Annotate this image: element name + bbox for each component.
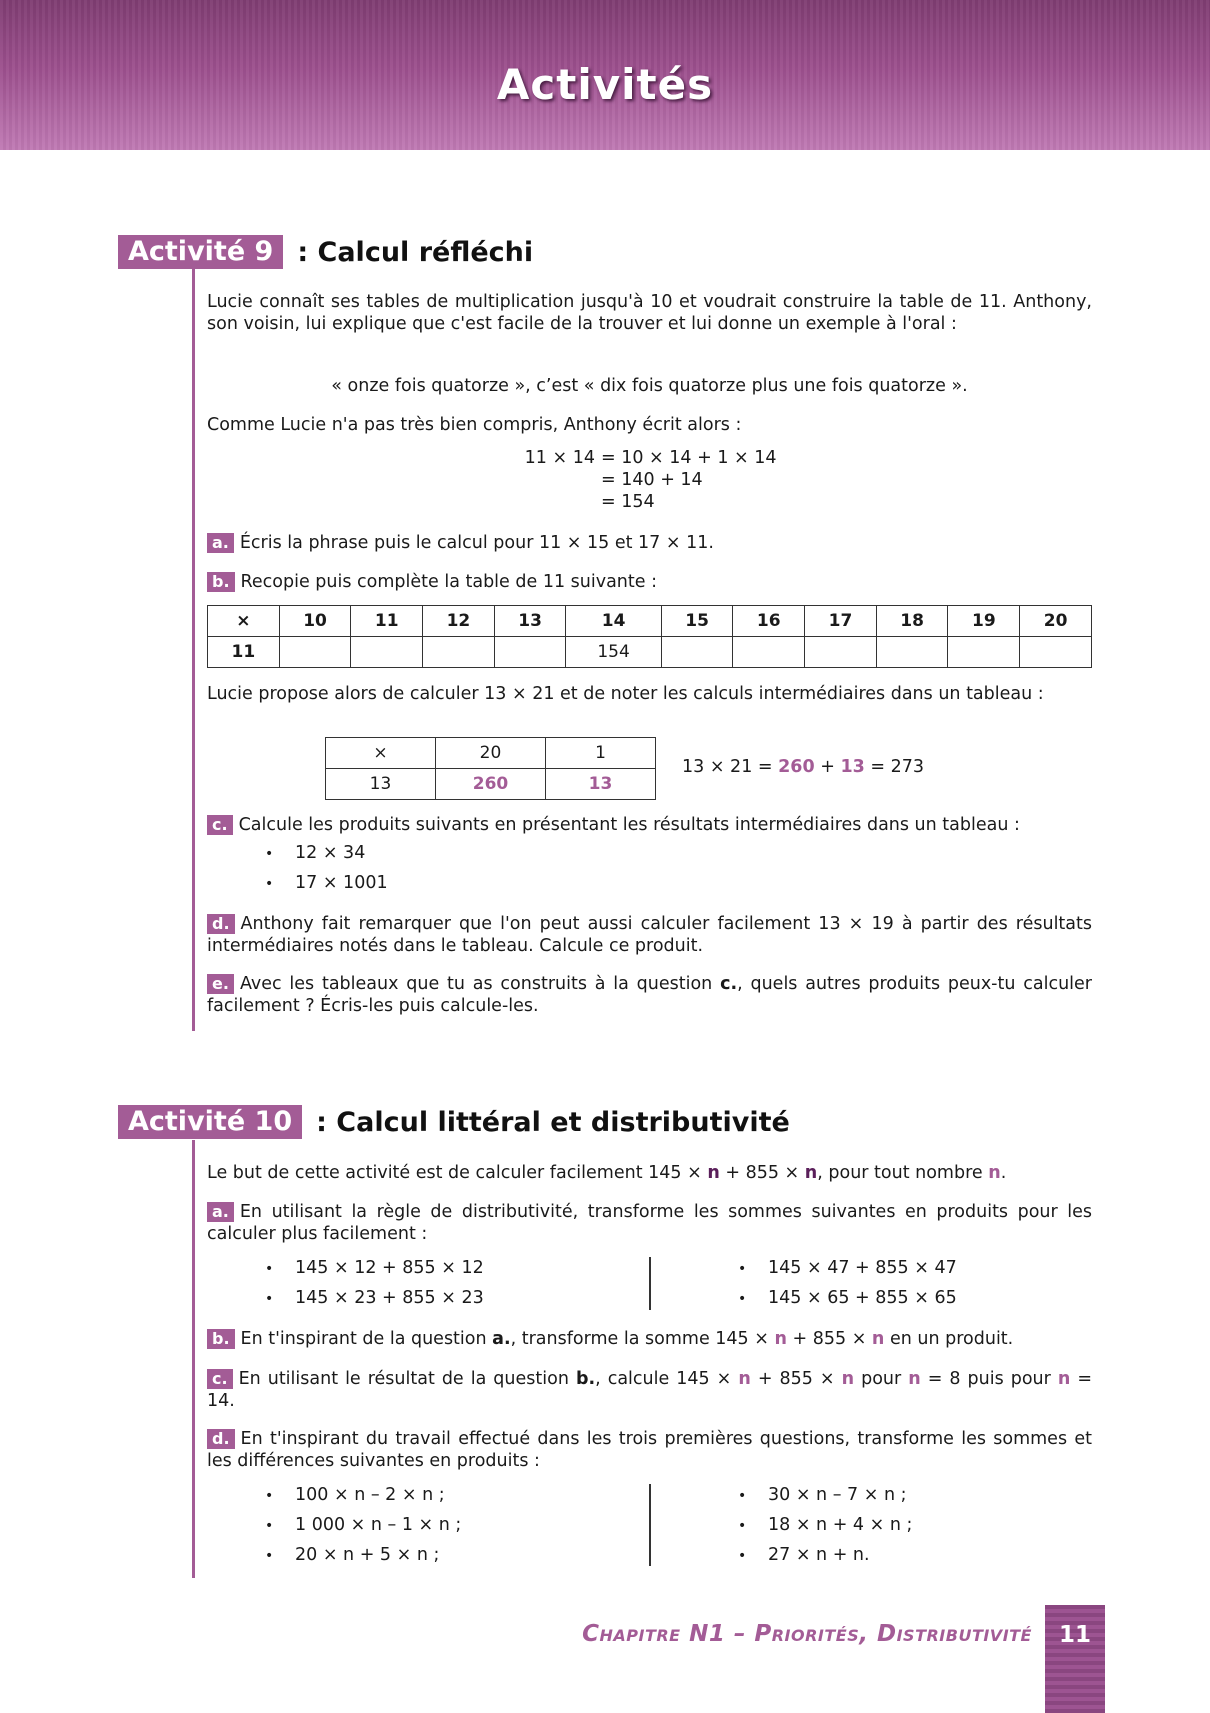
intro-text: . — [1000, 1163, 1007, 1183]
activity-10-question-c — [207, 1368, 1092, 1412]
table-header-row — [208, 606, 1092, 637]
list-item: • 1 000 × n – 1 × n ; — [265, 1511, 461, 1541]
table-cell — [876, 637, 948, 668]
activity-9-intro: Lucie connaît ses tables de multiplication jusqu'à 10 et voudrait construire la table de 11. Anthony, son voisin, lui explique que c'est facile de la trouver et lui donne un exemple à l'oral : — [207, 292, 1092, 334]
question-d-text: Anthony fait remarquer que l'on peut aussi calculer facilement 13 × 19 à partir des résultats intermédiaires notés dans le tableau. Calcule ce produit. — [207, 914, 1092, 956]
list-item: • 145 × 65 + 855 × 65 — [738, 1284, 957, 1314]
question-c-ref: b. — [575, 1369, 596, 1389]
table-cell: 20 — [1020, 606, 1092, 637]
activity-9-question-b — [207, 571, 1092, 593]
table-cell — [351, 637, 423, 668]
list-item: • 145 × 23 + 855 × 23 — [265, 1284, 484, 1314]
question-b-ref: a. — [492, 1329, 511, 1349]
list-item: • 12 × 34 — [265, 839, 388, 869]
question-d-right-list — [738, 1481, 912, 1571]
question-c-text: En utilisant le résultat de la question — [238, 1369, 576, 1389]
question-a-right-list — [738, 1254, 957, 1314]
variable-n: n — [804, 1163, 818, 1183]
question-a-text: Écris la phrase puis le calcul pour 11 × 15 et 17 × 11. — [239, 533, 714, 553]
question-c-text: Calcule les produits suivants en présentant les résultats intermédiaires dans un tableau : — [238, 815, 1020, 835]
question-c-text: , calcule 145 × — [595, 1369, 739, 1389]
table-cell: × — [208, 606, 280, 637]
question-a-label: a. — [207, 1202, 234, 1222]
question-b-text: en un produit. — [884, 1329, 1014, 1349]
activity-10-question-a — [207, 1201, 1092, 1245]
table-cell: 12 — [423, 606, 495, 637]
table-cell: 260 — [436, 769, 546, 800]
activity-9-question-d — [207, 913, 1092, 957]
question-e-ref: c. — [720, 974, 738, 994]
equation-line-1: = 10 × 14 + 1 × 14 — [601, 448, 777, 468]
table-cell — [494, 637, 566, 668]
list-item: • 20 × n + 5 × n ; — [265, 1541, 461, 1571]
activity-9-title: : Calcul réfléchi — [297, 236, 534, 268]
question-c-text: + 855 × — [750, 1369, 842, 1389]
equation-line-3: = 154 — [601, 492, 655, 512]
question-b-text: , transforme la somme 145 × — [510, 1329, 775, 1349]
table-row — [208, 637, 1092, 668]
question-b-text: + 855 × — [786, 1329, 872, 1349]
table-row — [326, 769, 656, 800]
question-d-label: d. — [207, 1429, 235, 1449]
table-header-row — [326, 738, 656, 769]
intro-text: , pour tout nombre — [817, 1163, 989, 1183]
variable-n: n — [774, 1329, 787, 1349]
variable-n: n — [707, 1163, 720, 1183]
column-divider — [649, 1257, 651, 1310]
table-cell: 16 — [733, 606, 805, 637]
list-item: • 27 × n + n. — [738, 1541, 912, 1571]
page-number-box — [1045, 1605, 1105, 1713]
page-number: 11 — [1058, 1622, 1091, 1648]
list-item: • 17 × 1001 — [265, 869, 388, 899]
result-term-a: 260 — [778, 757, 815, 777]
footer-chapter-title: Chapitre N1 – Priorités, Distributivité — [582, 1621, 1032, 1647]
result-prefix: 13 × 21 = — [682, 757, 779, 777]
list-item: • 145 × 47 + 855 × 47 — [738, 1254, 957, 1284]
question-b-text: En t'inspirant de la question — [240, 1329, 493, 1349]
list-item: • 145 × 12 + 855 × 12 — [265, 1254, 484, 1284]
question-d-text: En t'inspirant du travail effectué dans les trois premières questions, transforme les sommes et les différences suivantes en produits : — [207, 1429, 1092, 1471]
variable-n: n — [841, 1369, 855, 1389]
table-cell — [661, 637, 733, 668]
question-b-label: b. — [207, 572, 235, 592]
question-e-text: Avec les tableaux que tu as construits à la question — [239, 974, 721, 994]
table-cell — [805, 637, 877, 668]
table-of-11 — [207, 605, 1092, 668]
question-c-text: = 14. — [207, 1369, 1092, 1411]
question-a-left-list — [265, 1254, 484, 1314]
equation-line-2: = 140 + 14 — [601, 470, 703, 490]
table-cell — [733, 637, 805, 668]
result-term-b: 13 — [840, 757, 865, 777]
activity-10-margin-rule — [192, 1140, 195, 1578]
activity-9-lucie-propose: Lucie propose alors de calculer 13 × 21 et de noter les calculs intermédiaires dans un tableau : — [207, 684, 1044, 704]
activity-10-question-d — [207, 1428, 1092, 1472]
table-cell: 13 — [326, 769, 436, 800]
table-cell: 17 — [805, 606, 877, 637]
page-title: Activités — [496, 60, 714, 109]
question-e-text-end: , quels autres produits peux-tu calculer facilement ? Écris-les puis calcule-les. — [207, 974, 1092, 1016]
question-d-left-list — [265, 1481, 461, 1571]
question-c-text: = 8 puis pour — [920, 1369, 1058, 1389]
table-cell: 13 — [494, 606, 566, 637]
table-cell: 11 — [208, 637, 280, 668]
table-cell: 10 — [279, 606, 351, 637]
table-cell: 15 — [661, 606, 733, 637]
equation-left: 11 × 14 — [524, 448, 595, 468]
list-item: • 18 × n + 4 × n ; — [738, 1511, 912, 1541]
question-c-text: pour — [854, 1369, 909, 1389]
activity-9-question-c — [207, 814, 1092, 836]
question-c-label: c. — [207, 815, 233, 835]
question-c-list — [265, 839, 388, 899]
table-cell: 14 — [566, 606, 661, 637]
question-b-label: b. — [207, 1329, 235, 1349]
activity-9-quote: « onze fois quatorze », c’est « dix fois quatorze plus une fois quatorze ». — [331, 376, 968, 396]
list-item: • 100 × n – 2 × n ; — [265, 1481, 461, 1511]
activity-9-result — [682, 756, 1082, 778]
table-cell: 11 — [351, 606, 423, 637]
activity-9-margin-rule — [192, 268, 195, 1031]
variable-n: n — [871, 1329, 885, 1349]
table-cell: 13 — [546, 769, 656, 800]
variable-n: n — [988, 1163, 1001, 1183]
activity-9-question-a — [207, 532, 1092, 554]
activity-9-lucie-line: Comme Lucie n'a pas très bien compris, Anthony écrit alors : — [207, 415, 742, 435]
table-cell: × — [326, 738, 436, 769]
intro-text: Le but de cette activité est de calculer facilement 145 × — [207, 1163, 708, 1183]
activity-10-badge: Activité 10 — [118, 1105, 302, 1139]
intro-text: + 855 × — [719, 1163, 805, 1183]
question-d-label: d. — [207, 914, 235, 934]
table-cell — [279, 637, 351, 668]
activity-9-equation — [505, 447, 905, 513]
table-cell — [948, 637, 1020, 668]
variable-n: n — [1057, 1369, 1071, 1389]
column-divider — [649, 1484, 651, 1566]
question-a-label: a. — [207, 533, 234, 553]
result-plus: + — [814, 757, 841, 777]
activity-9-question-e — [207, 973, 1092, 1017]
activity-10-question-b — [207, 1328, 1092, 1350]
table-cell: 18 — [876, 606, 948, 637]
activity-9-heading — [118, 235, 533, 269]
result-suffix: = 273 — [864, 757, 925, 777]
question-e-label: e. — [207, 974, 234, 994]
question-a-text: En utilisant la règle de distributivité, transforme les sommes suivantes en produits pour les calculer plus facilement : — [207, 1202, 1092, 1244]
table-cell: 154 — [566, 637, 661, 668]
table-cell — [1020, 637, 1092, 668]
table-cell: 1 — [546, 738, 656, 769]
lucie-table — [325, 737, 656, 800]
activity-10-title: : Calcul littéral et distributivité — [316, 1106, 790, 1138]
table-cell: 19 — [948, 606, 1020, 637]
activity-10-heading — [118, 1105, 790, 1139]
page-header-banner — [0, 0, 1210, 150]
variable-n: n — [738, 1369, 751, 1389]
table-cell: 20 — [436, 738, 546, 769]
activity-10-intro — [207, 1162, 1092, 1184]
question-b-text: Recopie puis complète la table de 11 suivante : — [240, 572, 657, 592]
variable-n: n — [908, 1369, 921, 1389]
activity-9-badge: Activité 9 — [118, 235, 283, 269]
question-c-label: c. — [207, 1369, 233, 1389]
list-item: • 30 × n – 7 × n ; — [738, 1481, 912, 1511]
table-cell — [423, 637, 495, 668]
